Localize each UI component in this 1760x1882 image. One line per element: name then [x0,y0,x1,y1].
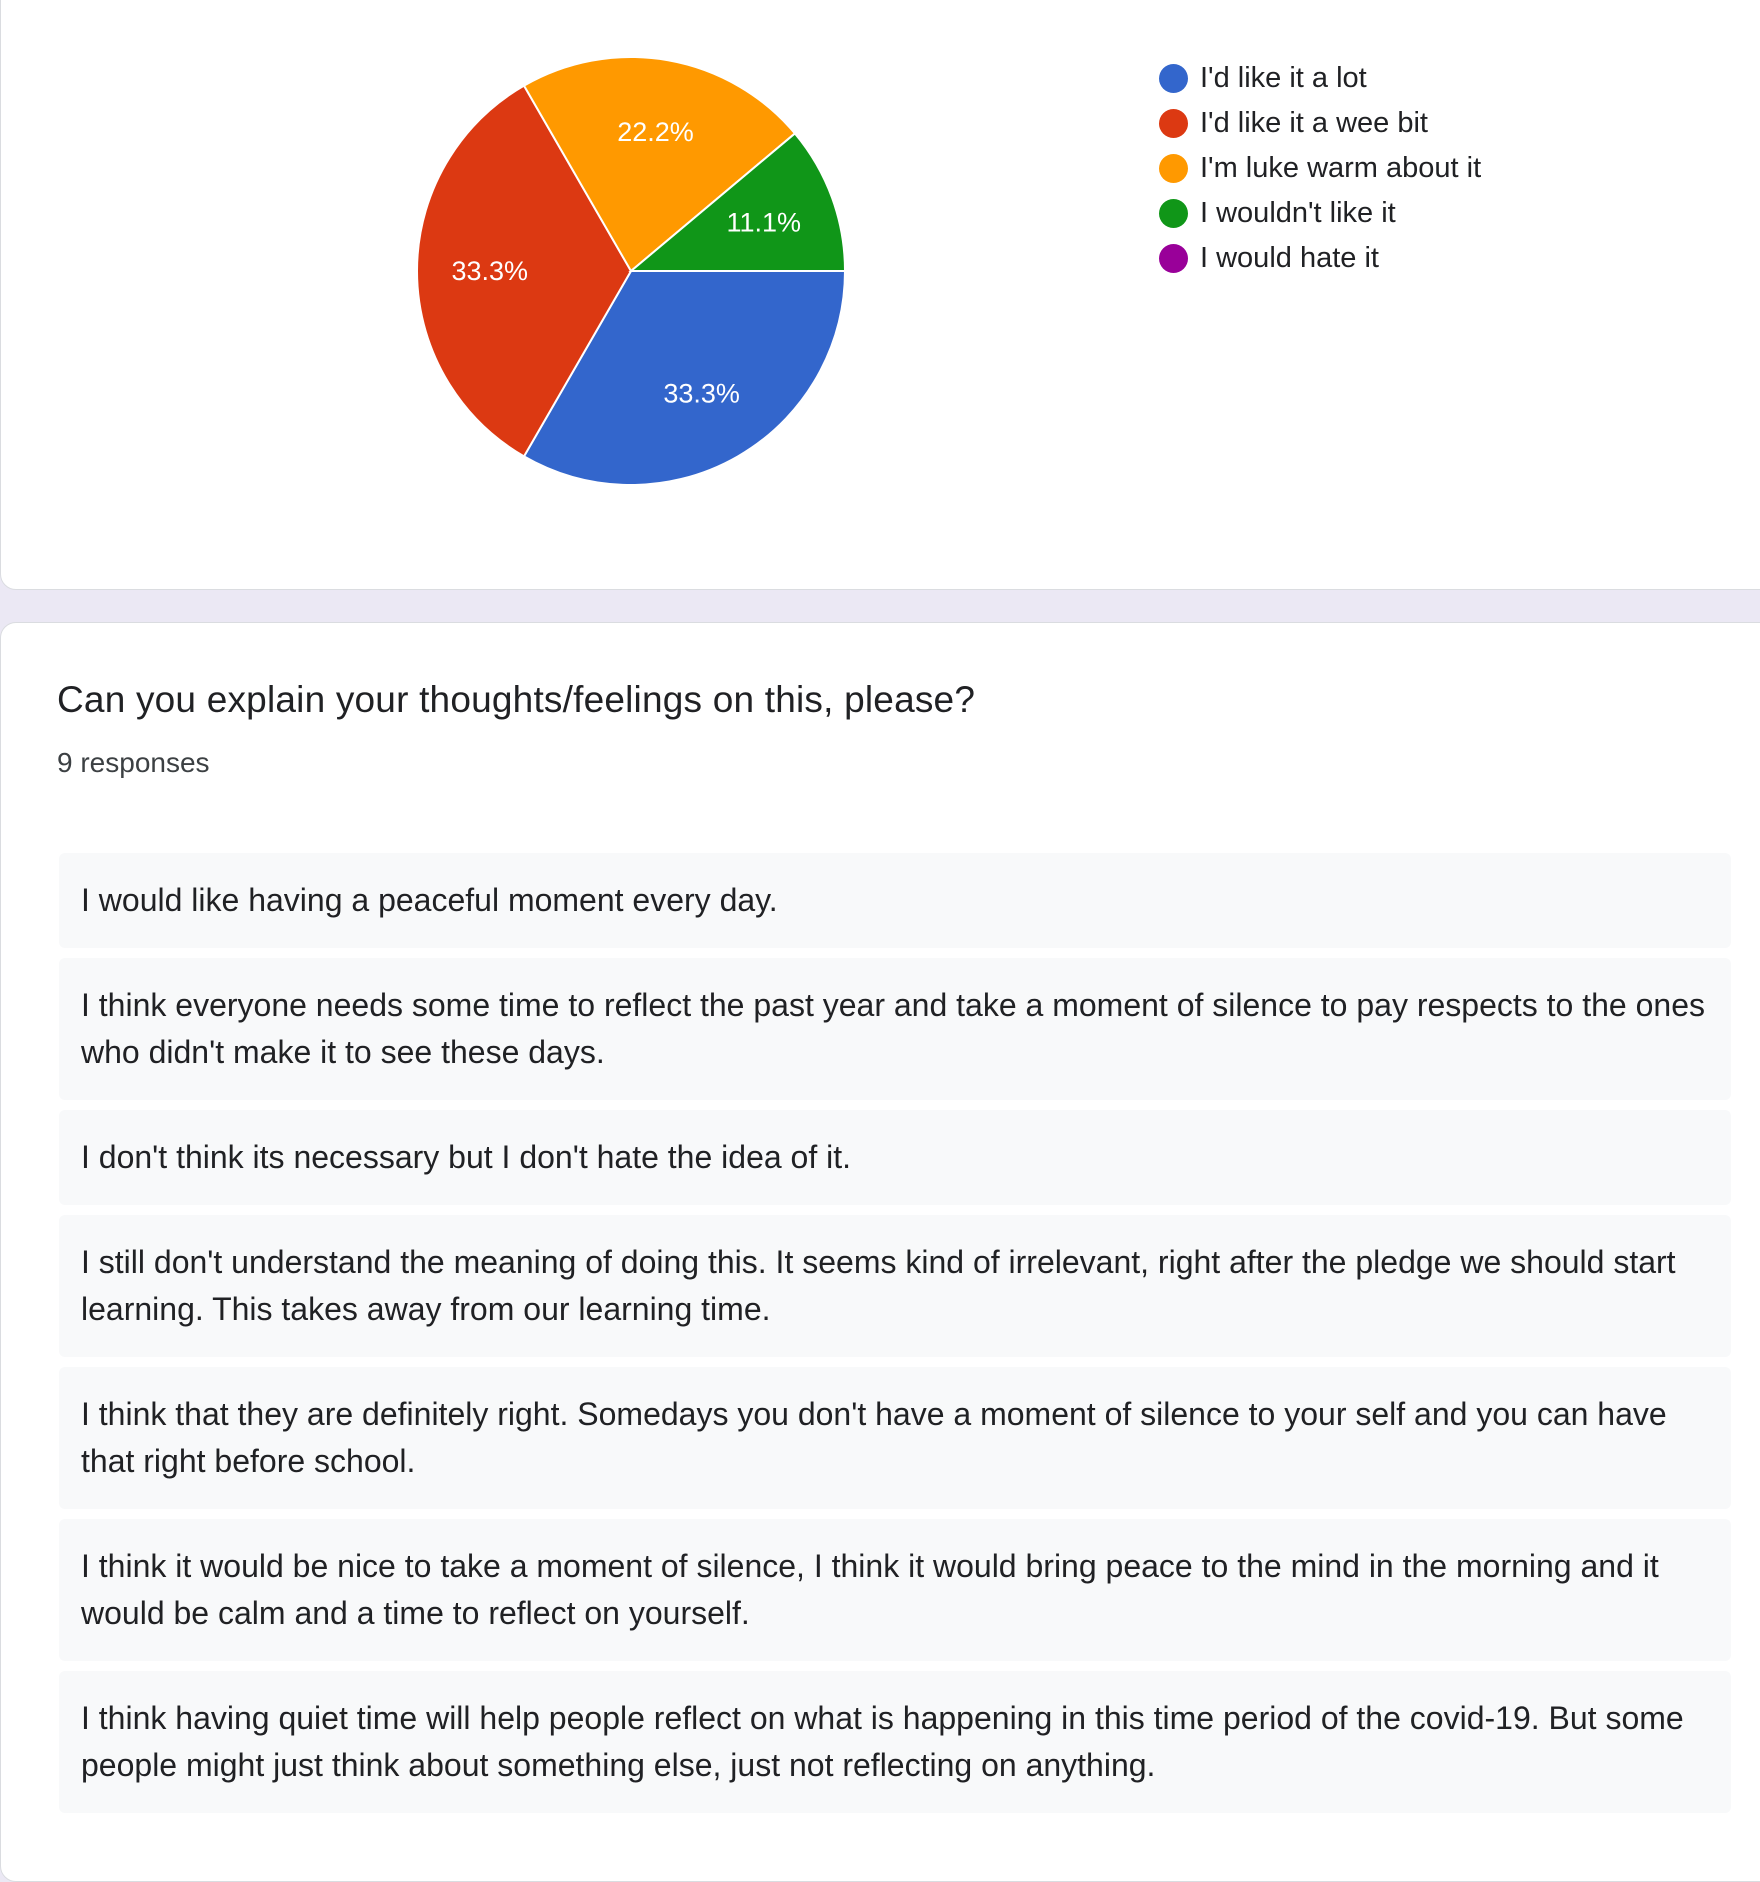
legend-label: I'd like it a lot [1200,62,1367,94]
question-title: Can you explain your thoughts/feelings on this, please? [57,679,976,720]
legend-label: I wouldn't like it [1200,197,1396,229]
response-item: I think everyone needs some time to reflect the past year and take a moment of silence to pay respects to the ones who didn't make it to see these days. [59,958,1731,1100]
chart-card [0,0,1760,590]
pie-slice-label: 22.2% [617,116,694,147]
legend-label: I'd like it a wee bit [1200,107,1428,139]
legend-dot-icon [1159,244,1188,273]
chart-legend [1159,56,1481,281]
legend-item-i-wouldn-t-like-it[interactable] [1159,191,1481,236]
legend-item-i-would-hate-it[interactable] [1159,236,1481,281]
pie-chart [411,51,851,491]
legend-dot-icon [1159,64,1188,93]
response-item: I think that they are definitely right. Somedays you don't have a moment of silence to your self and you can have that right before school. [59,1367,1731,1509]
legend-dot-icon [1159,109,1188,138]
legend-label: I would hate it [1200,242,1379,274]
response-item: I think it would be nice to take a moment of silence, I think it would bring peace to the mind in the morning and it would be calm and a time to reflect on yourself. [59,1519,1731,1661]
legend-item-i-d-like-it-a-wee-bit[interactable] [1159,101,1481,146]
legend-item-i-m-luke-warm-about-it[interactable] [1159,146,1481,191]
question-card [0,622,1760,1882]
response-item: I don't think its necessary but I don't hate the idea of it. [59,1110,1731,1205]
response-count: 9 responses [57,747,210,778]
response-item: I still don't understand the meaning of doing this. It seems kind of irrelevant, right after the pledge we should start learning. This takes away from our learning time. [59,1215,1731,1357]
legend-dot-icon [1159,199,1188,228]
pie-slice-label: 11.1% [726,207,802,238]
pie-slice-label: 33.3% [451,256,529,286]
pie-slice-label: 33.3% [663,378,740,409]
legend-dot-icon [1159,154,1188,183]
response-list [59,853,1731,1823]
legend-item-i-d-like-it-a-lot[interactable] [1159,56,1481,101]
response-item: I think having quiet time will help people reflect on what is happening in this time period of the covid-19. But some people might just think about something else, just not reflecting on anything. [59,1671,1731,1813]
response-item: I would like having a peaceful moment every day. [59,853,1731,948]
legend-label: I'm luke warm about it [1200,152,1482,184]
